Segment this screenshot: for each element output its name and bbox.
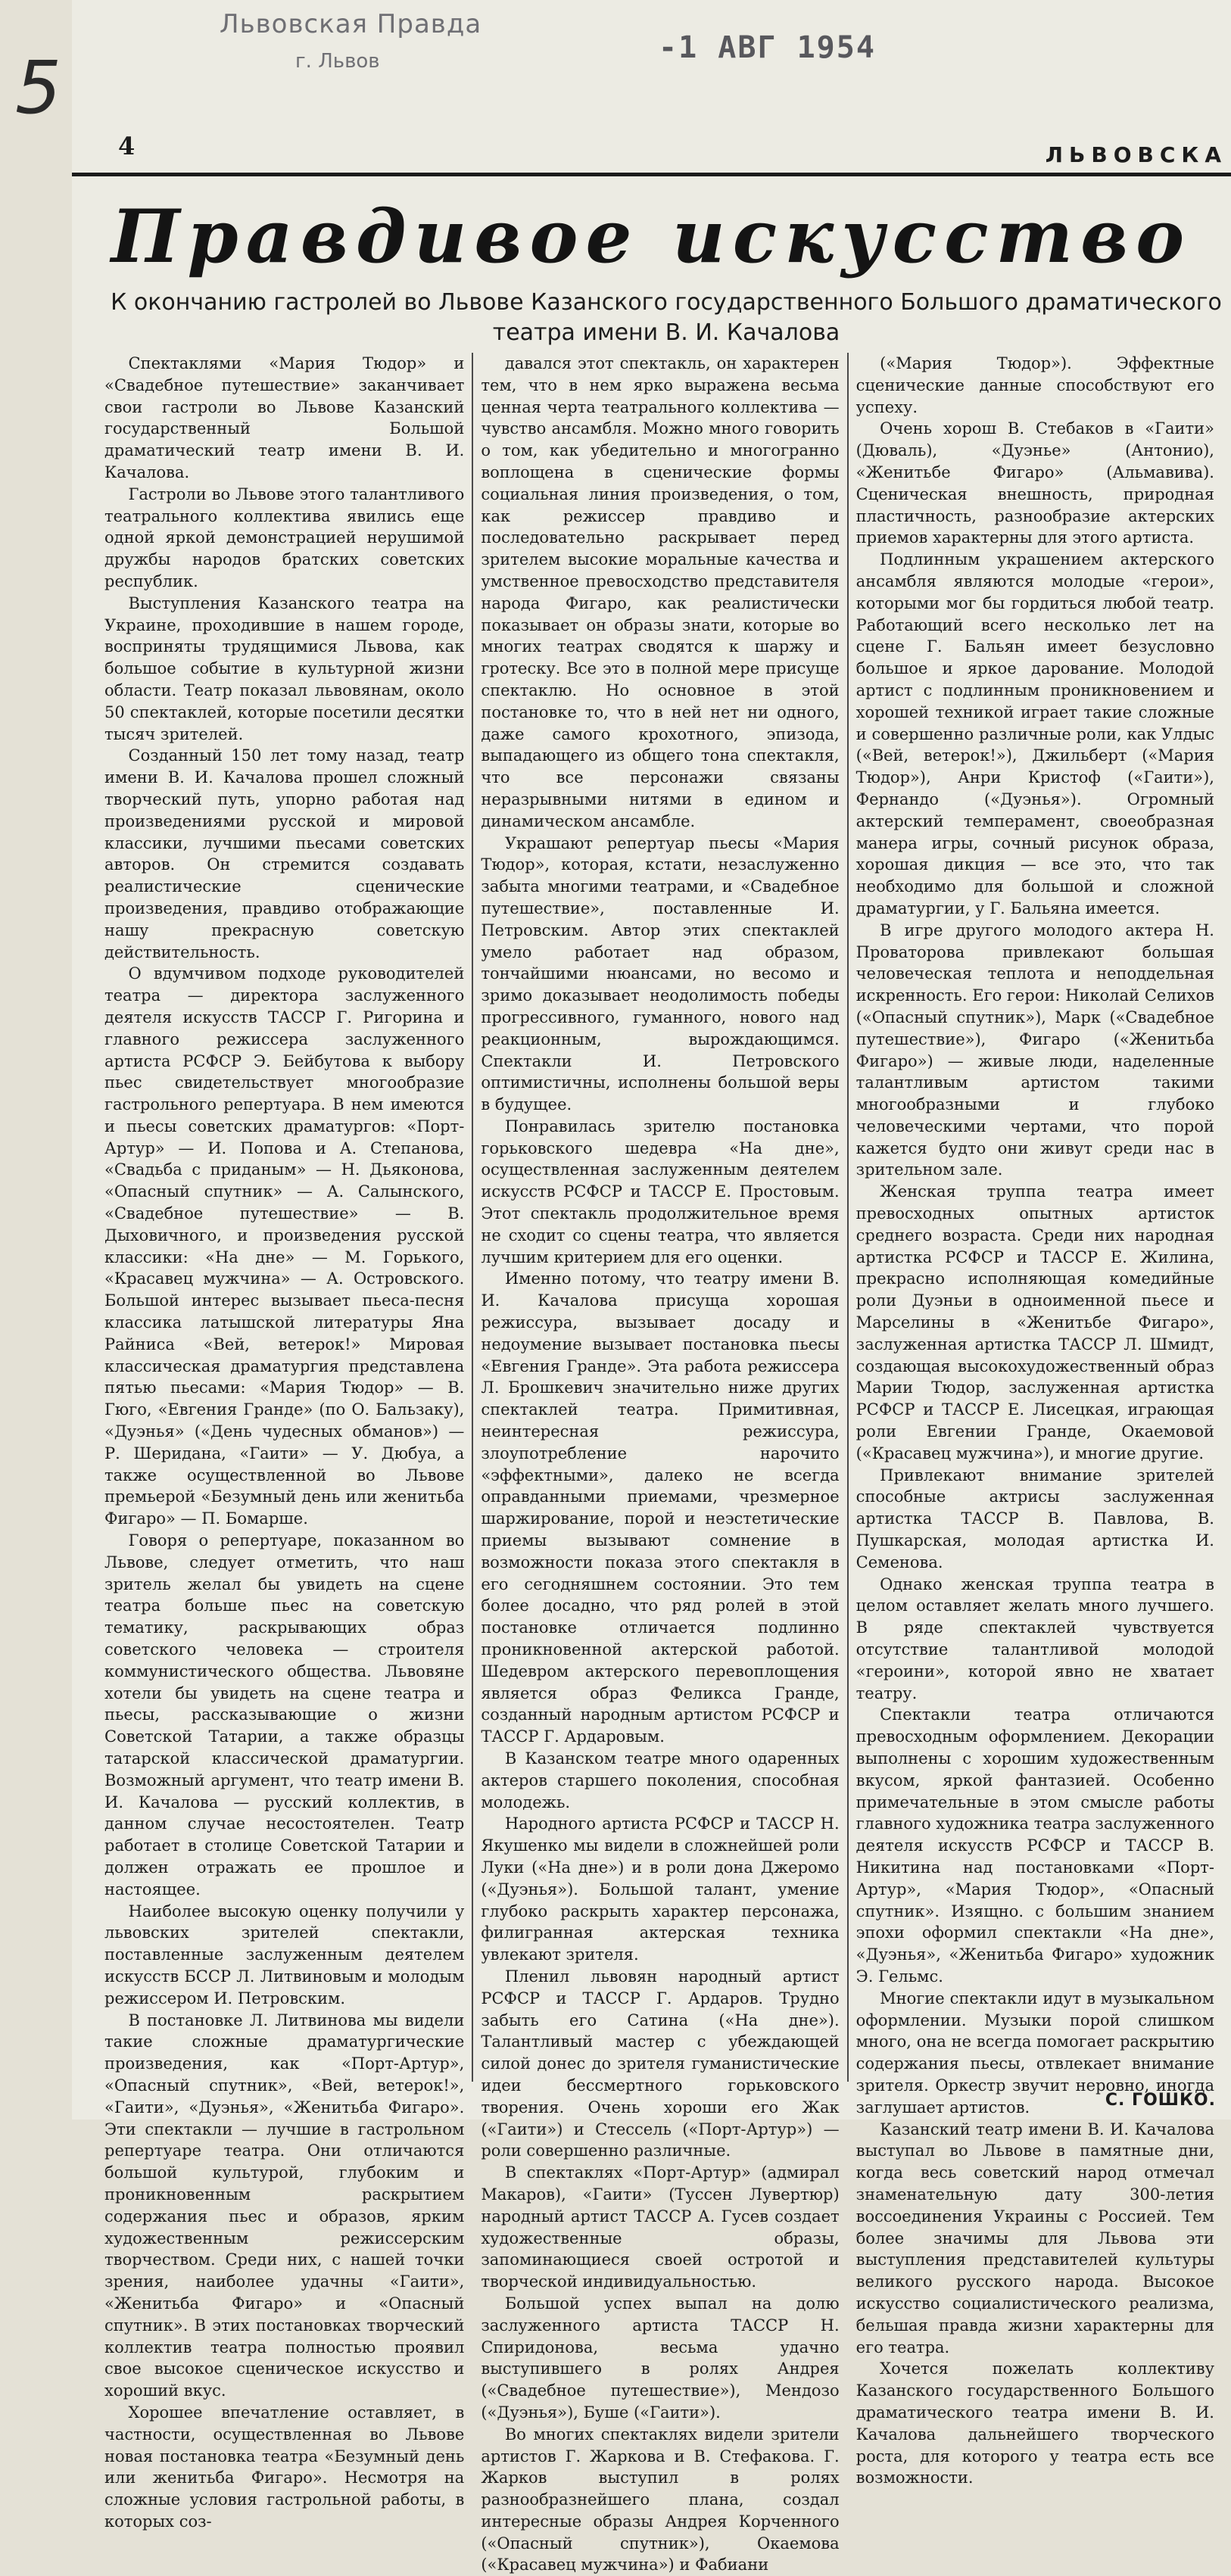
running-head: ЛЬВОВСКА (1045, 142, 1227, 167)
article-paragraph: Хорошее впечатление оставляет, в частности, осуществленная во Львове новая постановка театра «Безумный день или женитьба Фигаро». Несмотря на сложные условия гастрольной работы, в которых соз- (104, 2403, 465, 2531)
article-paragraph: Выступления Казанского театра на Украине, проходившие в нашем городе, восприняты трудящимися Львова, как большое событие в культурной жизни области. Театр показал львовянам, около 50 спектаклей, которые посетили десятки тысяч зрителей. (104, 593, 465, 743)
article-paragraph: Созданный 150 лет тому назад, театр имени В. И. Качалова прошел сложный творческий путь, упорно работая над произведениями русской и мировой классики, лучшими пьесами советских авторов. Он стремится создавать реалистические сценические произведения, правдиво отображающие нашу прекрасную советскую действительность. (104, 746, 465, 961)
article-paragraph: В Казанском театре много одаренных актеров старшего поколения, способная молодежь. (481, 1749, 840, 1811)
article-paragraph: Очень хорош В. Стебаков в «Гаити» (Дюваль), «Дуэнье» (Антонио), «Женитьбе Фигаро» (Альмавива). Сценическая внешность, природная пластичность, разнообразие актерских приемов характерны для этого артиста. (855, 419, 1214, 547)
article-paragraph: В игре другого молодого актера Н. Проваторова привлекают большая человеческая теплота и неподдельная искренность. Его герои: Николай Селихов («Опасный спутник»), Марк («Свадебное путешествие»), Фигаро («Женитьба Фигаро») — живые люди, наделенные талантливым артистом такими многообразными и глубоко человеческими чертами, что порой кажется будто они живут среди нас в зрительном зале. (855, 920, 1214, 1179)
article-paragraph: Привлекают внимание зрителей способные актрисы заслуженная артистка ТАССР В. Павлова, В. Пушкарская, молодая артистка И. Семенова. (855, 1466, 1214, 1571)
article-paragraph: («Мария Тюдор»). Эффектные сценические данные способствуют его успеху. (855, 354, 1214, 416)
article-paragraph: Женская труппа театра имеет превосходных опытных артисток среднего возраста. Среди них народная артистка РСФСР и ТАССР Е. Жилина, прекрасно исполняющая комедийные роли Дуэньи в одноименной пьесе и Марселины в «Женитьбе Фигаро», заслуженная артистка ТАССР Л. Шмидт, создающая высокохудожественный образ Марии Тюдор, заслуженная артистка РСФСР и ТАССР Е. Лисецкая, играющая роли Евгении Гранде, Окаемовой («Красавец мужчина»), и многие другие. (855, 1182, 1214, 1462)
article-subhead: К окончанию гастролей во Львове Казанского государственного Большого драматического театра имени В. И. Качалова (111, 289, 1222, 346)
article-paragraph: Наиболее высокую оценку получили у львовских зрителей спектакли, поставленные заслуженным деятелем искусств БССР Л. Литвиновым и молодым режиссером И. Петровским. (104, 1902, 465, 2008)
article-headline: Правдивое искусство (111, 194, 1192, 279)
article-paragraph: О вдумчивом подходе руководителей театра — директора заслуженного деятеля искусств ТАССР Г. Ригорина и главного режиссера заслуженного артиста РСФСР Э. Бейбутова к выбору пьес свидетельствует многообразие гастрольного репертуара. В нем имеются и пьесы советских драматургов: «Порт-Артур» — И. Попова и А. Степанова, «Свадьба с приданым» — Н. Дьяконова, «Опасный спутник» — А. Салынского, «Свадебное путешествие» — В. Дыховичного, и произведения русской классики: «На дне» — М. Горького, «Красавец мужчина» — А. Островского. Большой интерес вызывает пьеса-песня классика латышской литературы Яна Райниса «Вей, ветерок!» Мировая классическая драматургия представлена пятью пьесами: «Мария Тюдор» — В. Гюго, «Евгения Гранде» (по О. Бальзаку), «Дуэнья» («День чудесных обманов») — Р. Шеридана, «Гаити» — У. Дюбуа, а также осуществленной во Львове премьерой «Безумный день или женитьба Фигаро» — П. Бомарше. (104, 964, 465, 1528)
article-paragraph: Народного артиста РСФСР и ТАССР Н. Якушенко мы видели в сложнейшей роли Луки («На дне») и в роли дона Джеромо («Дуэнья»). Большой талант, умение глубоко раскрыть характер персонажа, филигранная актерская техника увлекают зрителя. (481, 1814, 840, 1964)
clipping-city-stamp: г. Львов (295, 50, 380, 73)
article-paragraph: В постановке Л. Литвинова мы видели такие сложные драматургические произведения, как «Порт-Артур», «Опасный спутник», «Вей, ветерок!», «Гаити», «Дуэнья», «Женитьба Фигаро». Эти спектакли — лучшие в гастрольном репертуаре театра. Они отличаются большой культурой, глубоким и проникновенным раскрытием содержания пьес и образов, ярким художественным режиссерским творчеством. Среди них, с нашей точки зрения, наиболее удачны «Гаити», «Женитьба Фигаро» и «Опасный спутник». В этих постановках творческий коллектив театра полностью проявил свое высокое сценическое искусство и хороший вкус. (104, 2011, 465, 2400)
article-paragraph: Говоря о репертуаре, показанном во Львове, следует отметить, что наш зритель желал бы увидеть на сцене театра больше пьес на советскую тематику, раскрывающих образ советского человека — строителя коммунистического общества. Львовяне хотели бы увидеть на сцене театра и пьесы, рассказывающие о жизни Советской Татарии, а также образцы татарской классической драматургии. Возможный аргумент, что театр имени В. И. Качалова — русский коллектив, в данном случае несостоятелен. Театр работает в столице Советской Татарии и должен отражать ее прошлое и настоящее. (104, 1531, 465, 1899)
article-column-1 (97, 353, 472, 2531)
article-paragraph: Именно потому, что театру имени В. И. Качалова присуща хорошая режиссура, вызывает досаду и недоумение вызывает постановка пьесы «Евгения Гранде». Эта работа режиссера Л. Брошкевич значительно ниже других спектаклей театра. Примитивная, неинтересная режиссура, злоупотребление нарочито «эффектными», далеко не всегда оправданными приемами, чрезмерное шаржирование, порой и неэстетические приемы вызывают сомнение в возможности показа этого спектакля в его сегодняшнем состоянии. Это тем более досадно, что ряд ролей в этой постановке отличается подлинно проникновенной актерской работой. Шедевром актерского перевоплощения является образ Феликса Гранде, созданный народным артистом РСФСР и ТАССР Г. Ардаровым. (481, 1269, 840, 1746)
handwritten-number: 5 (15, 45, 62, 130)
article-paragraph: Многие спектакли идут в музыкальном оформлении. Музыки порой слишком много, она не всегда помогает раскрытию содержания пьесы, отвлекает внимание зрителя. Оркестр звучит неровно, иногда заглушает артистов. (855, 1989, 1214, 2117)
article-paragraph: Гастроли во Львове этого талантливого театрального коллектива явились еще одной яркой демонстрацией нерушимой дружбы народов братских советских республик. (104, 484, 465, 590)
article-column-2 (472, 353, 846, 2574)
article-paragraph: Украшают репертуар пьесы «Мария Тюдор», которая, кстати, незаслуженно забыта многими театрами, и «Свадебное путешествие», поставленные И. Петровским. Автор этих спектаклей умело работает над образом, тончайшими нюансами, но весомо и зримо доказывает неодолимость победы прогрессивного, гуманного, нового над реакционным, вырождающимся. Спектакли И. Петровского оптимистичны, исполнены большой веры в будущее. (481, 833, 840, 1114)
article-paragraph: Большой успех выпал на долю заслуженного артиста ТАССР Н. Спиридонова, весьма удачно выступившего в ролях Андрея («Свадебное путешествие»), Мендозо («Дуэнья»), Буше («Гаити»). (481, 2294, 840, 2422)
article-paragraph: Хочется пожелать коллективу Казанского государственного Большого драматического театра имени В. И. Качалова дальнейшего творческого роста, для которого у театра есть все возможности. (855, 2360, 1214, 2487)
page-number: 4 (118, 132, 136, 160)
article-paragraph: Спектаклями «Мария Тюдор» и «Свадебное путешествие» заканчивает свои гастроли во Львове Казанский государственный Большой драматический театр имени В. И. Качалова. (104, 354, 465, 481)
author-signature: С. ГОШКО. (1105, 2091, 1216, 2110)
article-paragraph: Во многих спектаклях видели зрители артистов Г. Жаркова и В. Стефакова. Г. Жарков выступил в ролях разнообразнейшего плана, создал интересные образы Андрея Корченного («Опасный спутник»), Окаемова («Красавец мужчина») и Фабиани (481, 2425, 840, 2574)
article-paragraph: Однако женская труппа театра в целом оставляет желать много лучшего. В ряде спектаклей чувствуется отсутствие талантливой молодой «героини», которой явно не хватает театру. (855, 1575, 1214, 1702)
article-paragraph: давался этот спектакль, он характерен тем, что в нем ярко выражена весьма ценная черта театрального коллектива — чувство ансамбля. Можно много говорить о том, как убедительно и многогранно воплощена в сценические формы социальная линия произведения, о том, как режиссер правдиво и последовательно раскрывает перед зрителем высокие моральные качества и умственное превосходство представителя народа Фигаро, как реалистически показывает он образы знати, которые во многих театрах сводятся к шаржу и гротеску. Все это в полной мере присуще спектаклю. Но основное в этой постановке то, что в ней нет ни одного, даже самого крохотного, эпизода, выпадающего из общего тона спектакля, что все персонажи связаны неразрывными нитями в едином и динамическом ансамбле. (481, 354, 840, 830)
article-paragraph: Казанский театр имени В. И. Качалова выступал во Львове в памятные дни, когда весь советский народ отмечал знаменательную дату 300-летия воссоединения Украины с Россией. Тем более значимы для Львова эти выступления представителей культуры великого русского народа. Высокое искусство социалистического реализма, бельшая правда жизни характерны для его театра. (855, 2120, 1214, 2356)
article-paragraph: Подлинным украшением актерского ансамбля являются молодые «герои», которыми мог бы гордиться любой театр. Работающий всего несколько лет на сцене Г. Бальян имеет безусловно большое и яркое дарование. Молодой артист с подлинным проникновением и хорошей техникой играет такие сложные и совершенно различные роли, как Улдыс («Вей, ветерок!»), Джильберт («Мария Тюдор»), Анри Кристоф («Гаити»), Фернандо («Дуэнья»). Огромный актерский темперамент, своеобразная манера игры, сочный рисунок образа, хорошая дикция — все это, что так необходимо для большой и сложной драматургии, у Г. Бальяна имеется. (855, 550, 1214, 917)
clipping-date-stamp: -1 АВГ 1954 (659, 30, 876, 65)
article-paragraph: Пленил львовян народный артист РСФСР и ТАССР Г. Ардаров. Трудно забыть его Сатина («На дне»). Талантливый мастер с убеждающей силой донес до зрителя гуманистические идеи бессмертного горьковского творения. Очень хороши его Жак («Гаити») и Стессель («Порт-Артур») — роли совершенно различные. (481, 1967, 840, 2160)
article-paragraph: Спектакли театра отличаются превосходным оформлением. Декорации выполнены с хорошим художественным вкусом, яркой фантазией. Особенно примечательные в этом смысле работы главного художника театра заслуженного деятеля искусств РСФСР и ТАССР В. Никитина над постановками «Порт-Артур», «Мария Тюдор», «Опасный спутник». Изящно. с большим знанием эпохи оформил спектакли «На дне», «Дуэнья», «Женитьба Фигаро» художник Э. Гельмс. (855, 1705, 1214, 1986)
header-rule (72, 173, 1231, 176)
article-paragraph: Понравилась зрителю постановка горьковского шедевра «На дне», осуществленная заслуженным деятелем искусств РСФСР и ТАССР Е. Простовым. Этот спектакль продолжительное время не сходит со сцены театра, что является лучшим критерием для его оценки. (481, 1117, 840, 1266)
clipping-source-stamp: Львовская Правда (220, 9, 482, 39)
article-paragraph: В спектаклях «Порт-Артур» (адмирал Макаров), «Гаити» (Туссен Лувертюр) народный артист ТАССР А. Гусев создает художественные образы, запоминающиеся своей остротой и творческой индивидуальностью. (481, 2163, 840, 2291)
